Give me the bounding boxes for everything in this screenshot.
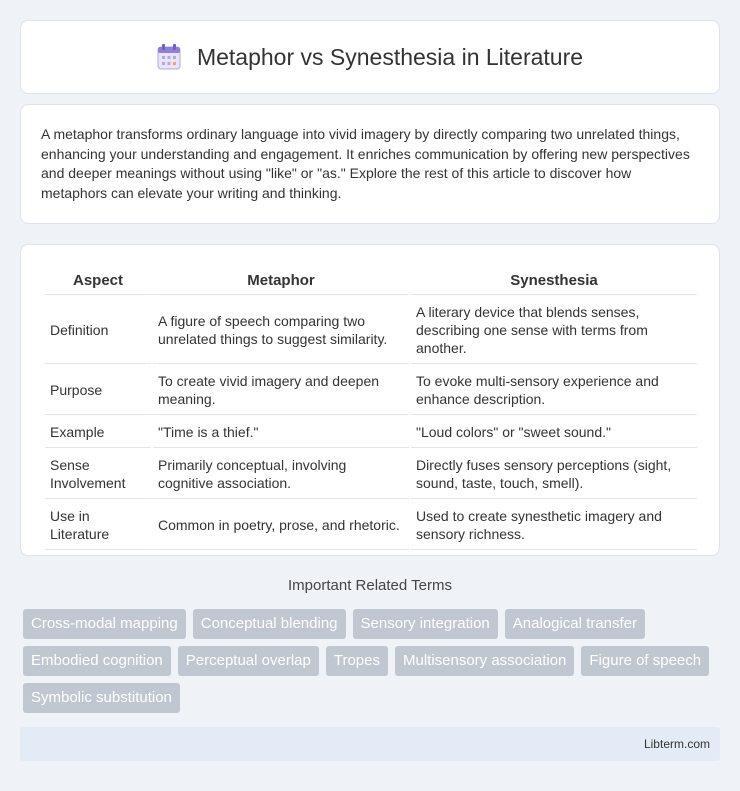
table-row [45,297,697,364]
related-term-tag[interactable]: Tropes [326,646,388,676]
footer [20,727,720,761]
table-cell-metaphor: Common in poetry, prose, and rhetoric. [153,501,409,550]
related-term-tag[interactable]: Analogical transfer [505,609,645,639]
related-term-tag[interactable]: Embodied cognition [23,646,171,676]
related-term-tag[interactable]: Multisensory association [395,646,574,676]
table-cell-aspect: Use in Literature [45,501,151,550]
table-row [45,366,697,415]
table-cell-aspect: Purpose [45,366,151,415]
related-term-tag[interactable]: Cross-modal mapping [23,609,186,639]
related-term-tag[interactable]: Perceptual overlap [178,646,319,676]
table-cell-metaphor: A figure of speech comparing two unrelated things to suggest similarity. [153,297,409,364]
table-cell-metaphor: Primarily conceptual, involving cognitive association. [153,450,409,499]
table-row [45,501,697,550]
table-cell-metaphor: "Time is a thief." [153,417,409,448]
table-cell-synesthesia: Directly fuses sensory perceptions (sight, sound, taste, touch, smell). [411,450,697,499]
table-header-row [45,267,697,295]
header-metaphor: Metaphor [153,267,409,295]
table-cell-aspect: Sense Involvement [45,450,151,499]
table-cell-synesthesia: Used to create synesthetic imagery and sensory richness. [411,501,697,550]
header-synesthesia: Synesthesia [411,267,697,295]
footer-site-link[interactable]: Libterm.com [643,737,710,751]
related-terms-title: Important Related Terms [288,577,452,594]
intro-text: A metaphor transforms ordinary language into vivid imagery by directly comparing two unrelated things, enhancing your understanding and engagement. It enriches communication by offering new perspectives and deeper meanings without using "like" or "as." Explore the rest of this article to discover how metaphors can elevate your writing and thinking. [41,126,690,201]
table-cell-synesthesia: "Loud colors" or "sweet sound." [411,417,697,448]
table-row [45,450,697,499]
table-cell-aspect: Example [45,417,151,448]
table-cell-aspect: Definition [45,297,151,364]
page-title: Metaphor vs Synesthesia in Literature [196,43,584,70]
related-term-tag[interactable]: Conceptual blending [193,609,346,639]
calendar-icon [157,44,181,70]
related-term-tag[interactable]: Figure of speech [581,646,709,676]
header-card [20,20,720,94]
table-row [45,417,697,448]
related-term-tag[interactable]: Sensory integration [353,609,498,639]
related-terms-list [23,609,723,713]
related-term-tag[interactable]: Symbolic substitution [23,683,180,713]
table-cell-synesthesia: A literary device that blends senses, describing one sense with terms from another. [411,297,697,364]
table-cell-metaphor: To create vivid imagery and deepen meaning. [153,366,409,415]
table-cell-synesthesia: To evoke multi-sensory experience and enhance description. [411,366,697,415]
comparison-table [43,265,699,552]
intro-card [20,104,720,224]
comparison-table-card [20,244,720,556]
header-aspect: Aspect [45,267,151,295]
